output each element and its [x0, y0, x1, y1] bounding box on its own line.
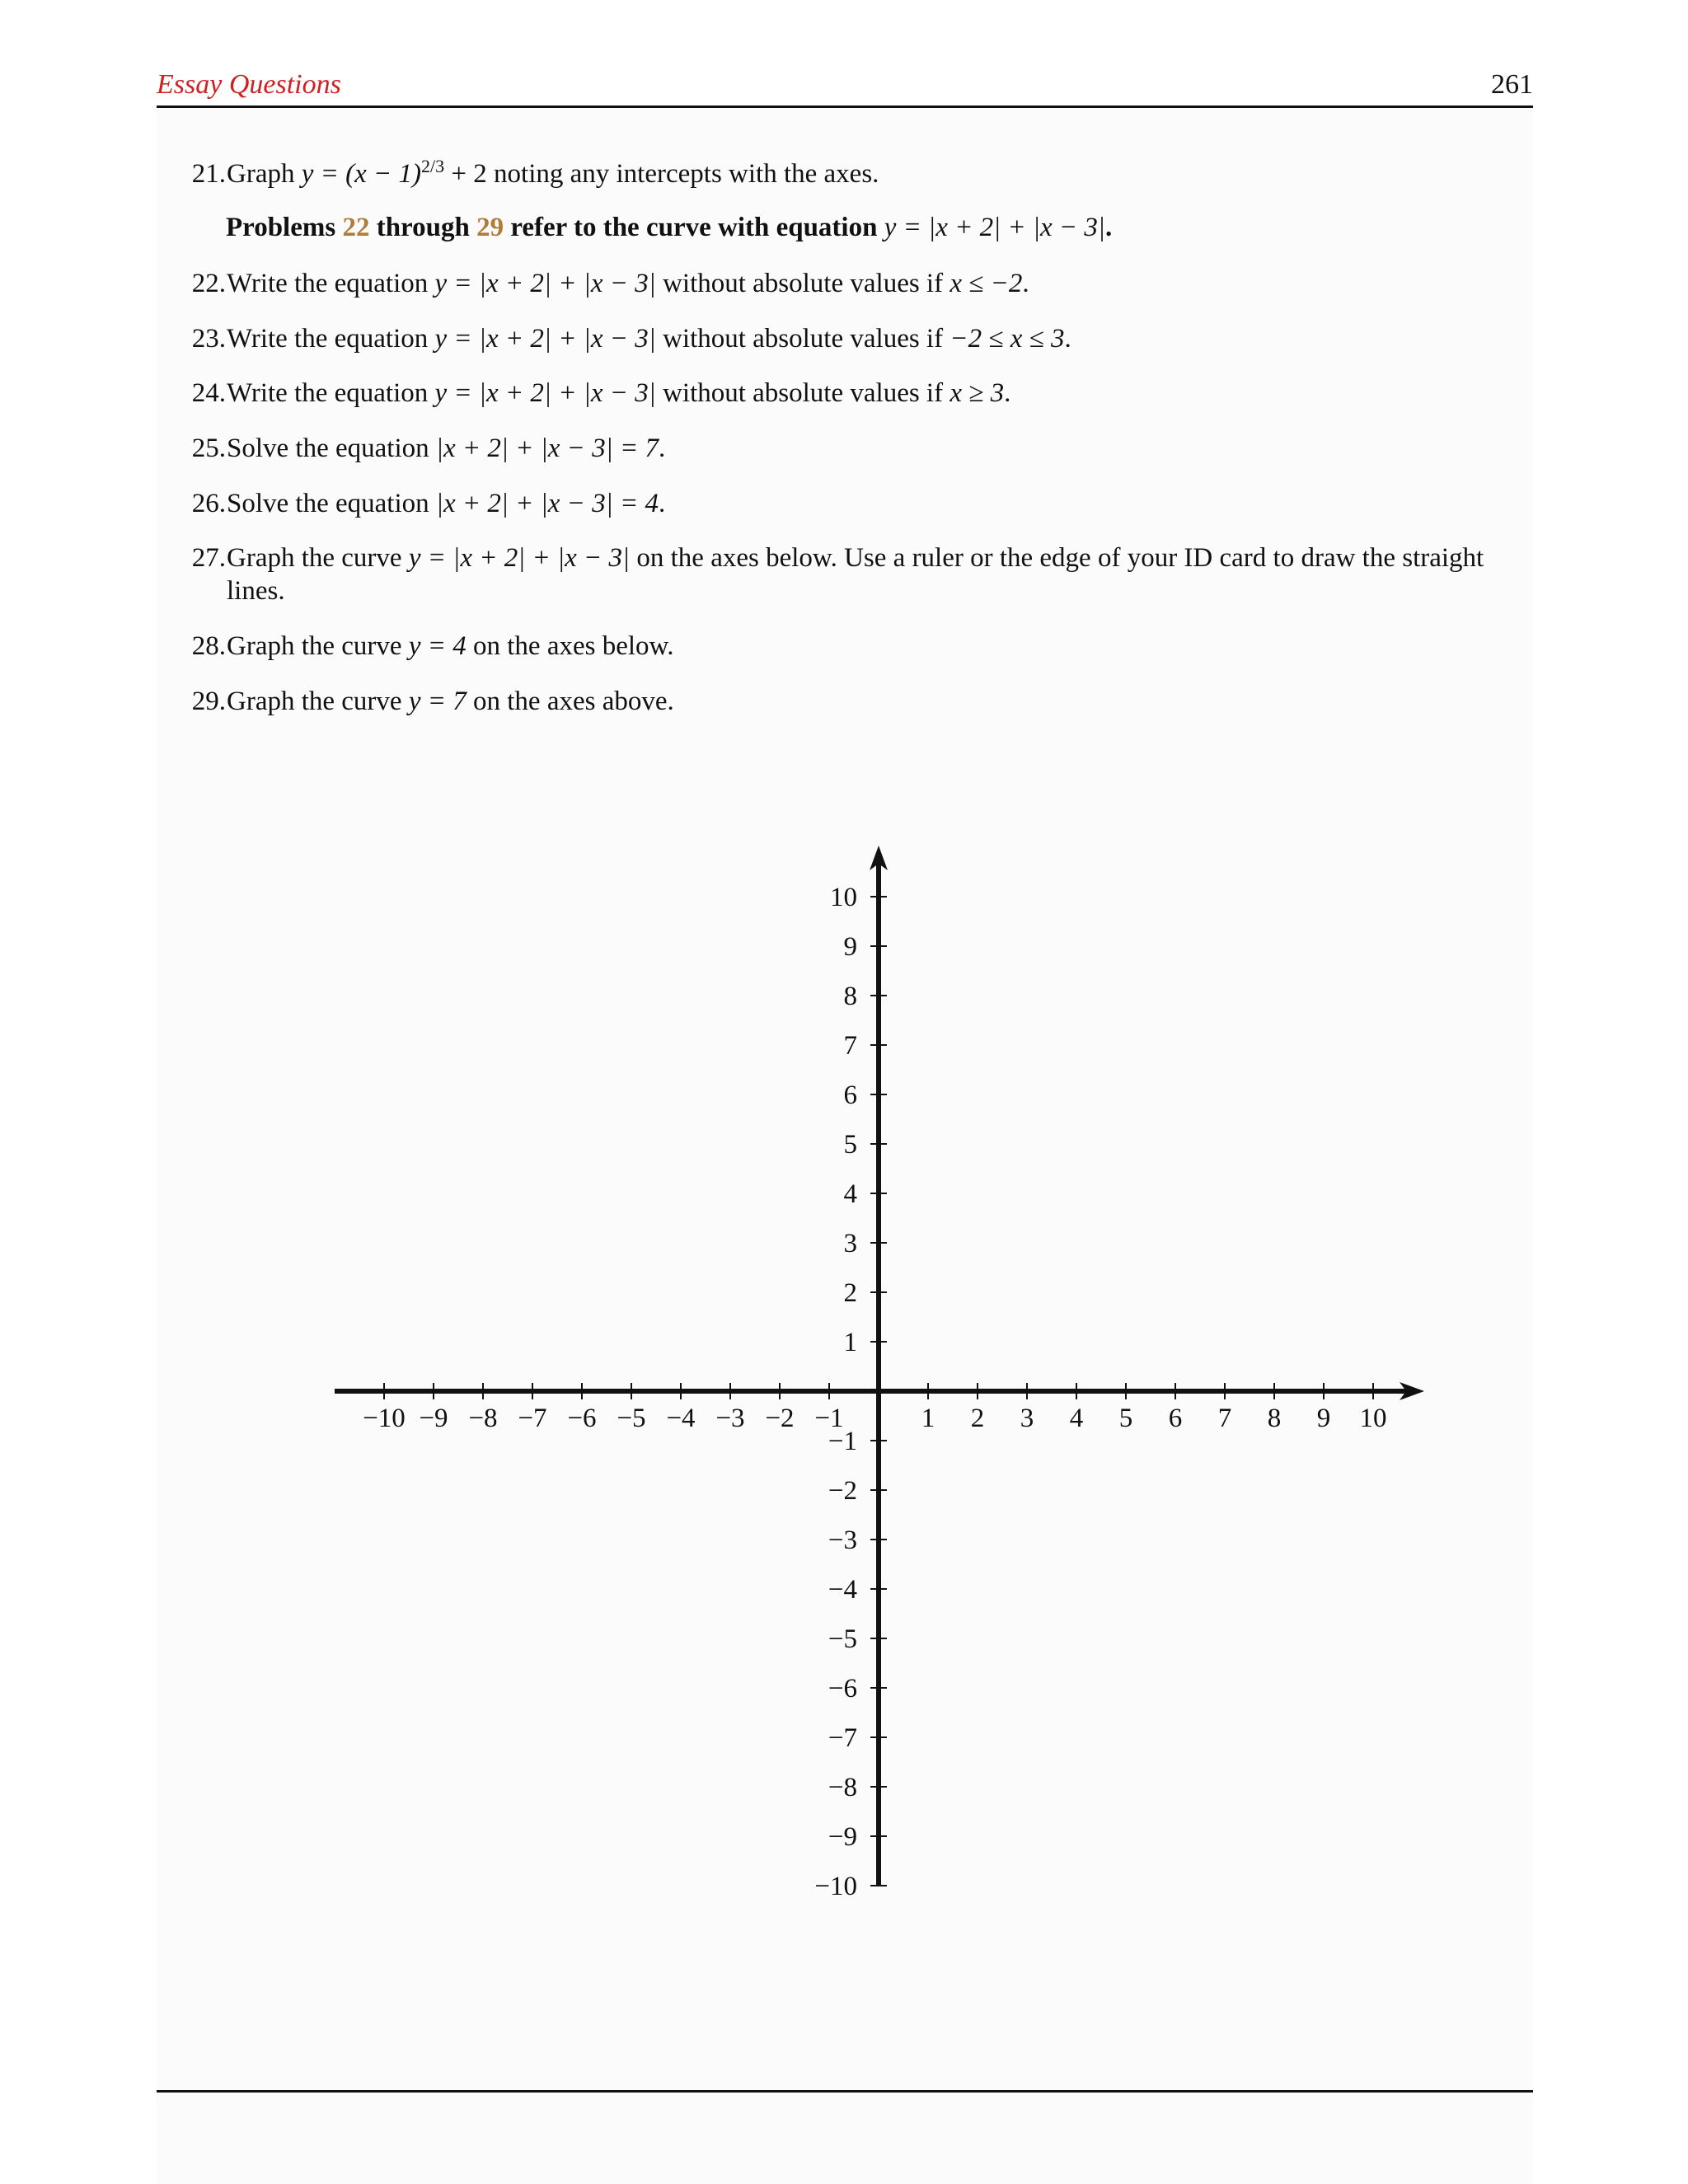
x-tick-label: −9 [419, 1404, 448, 1433]
question-text-pre: Solve the equation [227, 489, 436, 518]
y-tick-label: 6 [843, 1080, 857, 1110]
question-number: 25. [191, 434, 226, 463]
question-math-condition: −2 ≤ x ≤ 3 [950, 324, 1065, 354]
y-tick-label: 8 [843, 982, 857, 1011]
question-math: y = |x + 2| + |x − 3| [434, 378, 656, 408]
note-end: . [1105, 213, 1113, 242]
section-title: Essay Questions [157, 69, 341, 100]
y-tick-label: 2 [843, 1278, 857, 1308]
question-number: 23. [191, 324, 226, 354]
x-tick-label: 7 [1217, 1404, 1232, 1433]
y-tick-label: −2 [828, 1476, 857, 1506]
y-tick-label: 3 [843, 1229, 857, 1258]
x-tick-label: −4 [666, 1404, 696, 1433]
question-number: 27. [191, 543, 226, 573]
x-tick-label: −3 [715, 1404, 745, 1433]
y-tick-label: −1 [828, 1427, 857, 1456]
y-tick-label: −10 [814, 1872, 857, 1901]
question-text-pre: Graph the curve [227, 543, 409, 573]
question-math: y = (x − 1) [301, 159, 422, 189]
y-tick-label: 5 [843, 1130, 857, 1160]
x-tick-label: −8 [468, 1404, 498, 1433]
question-number: 22. [191, 269, 226, 298]
question-text-pre: Write the equation [227, 378, 435, 408]
question-text-end: . [1064, 324, 1071, 354]
x-tick-label: 6 [1168, 1404, 1183, 1433]
question-text-pre: Graph the curve [227, 631, 409, 661]
question-math-condition: x ≥ 3 [950, 378, 1005, 408]
question-text-post: . [659, 489, 666, 518]
question-exponent: 2/3 [421, 156, 445, 176]
y-tick-label: −3 [828, 1526, 857, 1555]
question-text-post: on the axes below. Use a ruler or the edge of your ID card to draw the straight [630, 543, 1484, 573]
x-tick-label: 3 [1020, 1404, 1034, 1433]
x-tick-label: 8 [1267, 1404, 1282, 1433]
x-tick-label: −7 [518, 1404, 547, 1433]
question-number: 29. [191, 687, 226, 716]
footer-rule [157, 2090, 1533, 2093]
y-tick-label: −8 [828, 1773, 857, 1802]
question-text-post: noting any intercepts with the axes. [486, 159, 879, 189]
question-math: y = |x + 2| + |x − 3| [408, 543, 631, 573]
question-text-pre: Graph the curve [227, 687, 409, 716]
question-text-pre: Graph [227, 159, 302, 189]
y-tick-label: 1 [843, 1328, 857, 1357]
note-ref-29[interactable]: 29 [476, 213, 504, 242]
y-tick-label: 7 [843, 1031, 857, 1061]
question-text-post: on the axes below. [466, 631, 674, 661]
x-tick-label: 1 [921, 1404, 935, 1433]
question-text-post: . [659, 434, 666, 463]
x-tick-label: −6 [567, 1404, 597, 1433]
y-tick-label: −7 [828, 1723, 857, 1753]
question-text-line2: lines. [227, 576, 285, 606]
y-tick-label: −9 [828, 1822, 857, 1852]
question-text-end: . [1004, 378, 1011, 408]
question-math: y = |x + 2| + |x − 3| [434, 269, 656, 298]
question-number: 24. [191, 378, 226, 408]
y-tick-label: −4 [828, 1575, 857, 1605]
question-number: 28. [191, 631, 226, 661]
question-text-post: without absolute values if [655, 269, 950, 298]
note-math: y = |x + 2| + |x − 3| [884, 213, 1106, 242]
x-tick-label: −10 [363, 1404, 406, 1433]
question-math: y = 7 [408, 687, 467, 716]
note-prefix: Problems [226, 213, 343, 242]
x-tick-label: 4 [1069, 1404, 1084, 1433]
question-text-post: without absolute values if [655, 324, 950, 354]
y-tick-label: −5 [828, 1624, 857, 1654]
question-text-post: on the axes above. [466, 687, 674, 716]
question-number: 26. [191, 489, 226, 518]
page-number: 261 [1491, 69, 1533, 100]
y-tick-label: 4 [843, 1179, 857, 1209]
question-math: y = 4 [408, 631, 467, 661]
x-tick-label: −1 [814, 1404, 844, 1433]
note-suffix: refer to the curve with equation [504, 213, 884, 242]
question-math: |x + 2| + |x − 3| = 7 [435, 434, 659, 463]
question-text-pre: Write the equation [227, 269, 435, 298]
y-tick-label: 9 [843, 932, 857, 962]
question-math-tail: + 2 [444, 159, 487, 189]
x-tick-label: 5 [1118, 1404, 1133, 1433]
question-text-pre: Write the equation [227, 324, 435, 354]
question-math: y = |x + 2| + |x − 3| [434, 324, 656, 354]
question-number: 21. [191, 159, 226, 189]
question-math: |x + 2| + |x − 3| = 4 [435, 489, 659, 518]
note-ref-22[interactable]: 22 [342, 213, 370, 242]
question-text-end: . [1022, 269, 1029, 298]
question-text-pre: Solve the equation [227, 434, 436, 463]
question-text-post: without absolute values if [655, 378, 950, 408]
x-tick-label: −5 [617, 1404, 646, 1433]
x-tick-label: 2 [970, 1404, 985, 1433]
x-tick-label: 9 [1316, 1404, 1331, 1433]
x-tick-label: 10 [1359, 1404, 1387, 1433]
x-tick-label: −2 [765, 1404, 795, 1433]
question-math-condition: x ≤ −2 [950, 269, 1023, 298]
y-tick-label: 10 [830, 883, 857, 912]
note-mid: through [369, 213, 477, 242]
y-tick-label: −6 [828, 1674, 857, 1704]
